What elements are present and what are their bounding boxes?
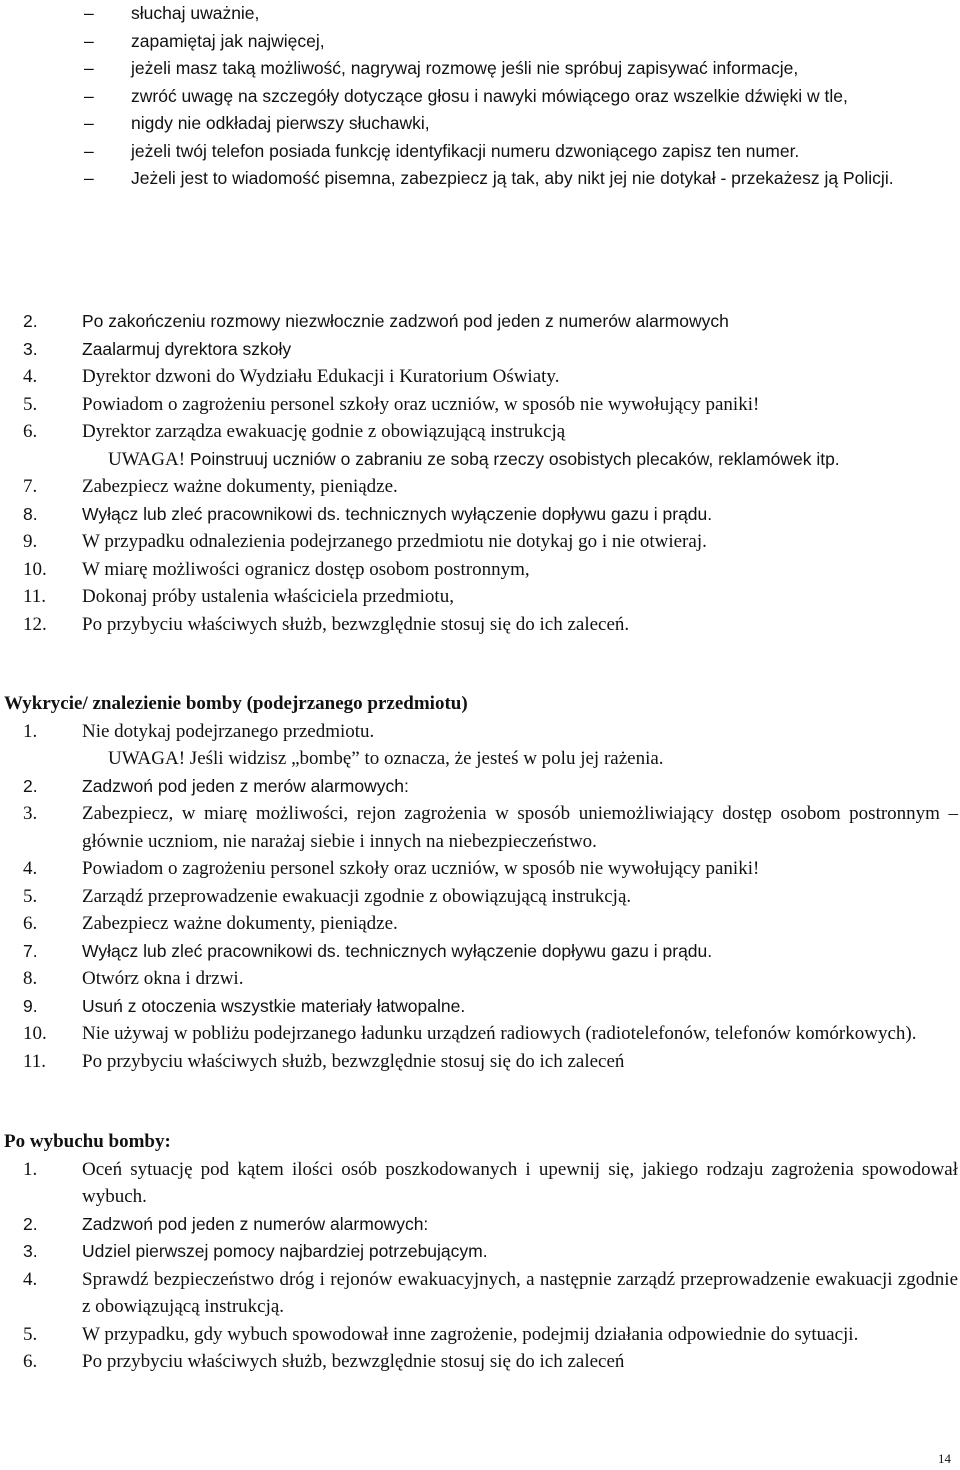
item-number: 5. <box>23 885 38 907</box>
bullet-text: słuchaj uważnie, <box>131 3 260 23</box>
list-item <box>0 336 960 364</box>
warning-note <box>0 446 960 474</box>
item-number: 2. <box>23 1213 38 1234</box>
list-item <box>0 718 960 746</box>
item-number: 7. <box>23 940 38 961</box>
item-text: Wyłącz lub zleć pracownikowi ds. technicznych wyłączenie dopływu gazu i prądu. <box>82 940 713 961</box>
list-item <box>0 556 960 584</box>
item-text: Po przybyciu właściwych służb, bezwzględnie stosuj się do ich zaleceń. <box>82 613 630 635</box>
item-text: W miarę możliwości ogranicz dostęp osobom postronnym, <box>82 558 530 580</box>
list-item <box>0 910 960 938</box>
list-item <box>0 391 960 419</box>
warning-note <box>0 745 960 773</box>
item-text: Otwórz okna i drzwi. <box>82 968 244 989</box>
item-number: 6. <box>23 913 38 934</box>
item-text: Zabezpiecz ważne dokumenty, pieniądze. <box>82 913 398 934</box>
item-number: 10. <box>23 558 47 580</box>
bullet-item <box>0 83 960 111</box>
item-number: 5. <box>23 1323 38 1345</box>
item-number: 2. <box>23 775 38 796</box>
section-heading: Po wybuchu bomby: <box>4 1131 171 1152</box>
list-item <box>0 611 960 639</box>
bullet-text: nigdy nie odkładaj pierwszy słuchawki, <box>131 113 430 133</box>
item-text: Po zakończeniu rozmowy niezwłocznie zadzwoń pod jeden z numerów alarmowych <box>82 311 729 331</box>
item-text: Po przybyciu właściwych służb, bezwzględnie stosuj się do ich zaleceń <box>82 1050 625 1072</box>
bullet-text: jeżeli twój telefon posiada funkcję identyfikacji numeru dzwoniącego zapisz ten numer. <box>131 140 800 161</box>
item-text: Dyrektor zarządza ewakuację godnie z obowiązującą instrukcją <box>82 421 566 442</box>
item-number: 11. <box>23 1050 47 1072</box>
dash-bullet: – <box>84 168 94 188</box>
item-text: W przypadku, gdy wybuch spowodował inne zagrożenie, podejmij działania odpowiednie do sytuacji. <box>82 1323 859 1345</box>
threat-call-steps <box>0 308 960 638</box>
item-number: 5. <box>23 393 38 415</box>
item-number: 8. <box>23 503 38 524</box>
bullet-text: Jeżeli jest to wiadomość pisemna, zabezpiecz ją tak, aby nikt jej nie dotykał - przekażesz ją Policji. <box>131 168 894 188</box>
list-item <box>0 993 960 1021</box>
item-number: 3. <box>23 1241 38 1261</box>
item-text: Po przybyciu właściwych służb, bezwzględnie stosuj się do ich zaleceń <box>82 1351 625 1372</box>
bullet-item <box>0 55 960 83</box>
list-item <box>0 1238 960 1266</box>
list-item <box>0 855 960 883</box>
item-text: Dokonaj próby ustalenia właściciela przedmiotu, <box>82 586 454 607</box>
item-number: 3. <box>23 338 38 359</box>
list-item <box>0 938 960 966</box>
item-text: W przypadku odnalezienia podejrzanego przedmiotu nie dotykaj go i nie otwieraj. <box>82 531 707 552</box>
item-number: 4. <box>23 858 38 879</box>
list-item <box>0 308 960 336</box>
dash-bullet: – <box>84 30 94 51</box>
item-number: 8. <box>23 968 38 989</box>
item-text: Nie używaj w pobliżu podejrzanego ładunku urządzeń radiowych (radiotelefonów, telefonów komórkowych). <box>82 1023 917 1044</box>
item-number: 12. <box>23 613 47 635</box>
bomb-discovery-section <box>0 690 960 1075</box>
list-item <box>0 1321 960 1349</box>
list-item <box>0 1211 960 1239</box>
bullet-text: zwróć uwagę na szczegóły dotyczące głosu i nawyki mówiącego oraz wszelkie dźwięki w tle, <box>131 85 848 106</box>
list-item <box>0 883 960 911</box>
dash-bullet: – <box>84 113 94 133</box>
bullet-item <box>0 165 960 193</box>
instruction-bullet-list <box>0 0 960 193</box>
list-item <box>0 1048 960 1076</box>
item-number: 11. <box>23 586 47 607</box>
item-text: Udziel pierwszej pomocy najbardziej potrzebującym. <box>82 1241 488 1261</box>
list-item <box>0 528 960 556</box>
bullet-text: zapamiętaj jak najwięcej, <box>131 30 325 51</box>
list-item <box>0 965 960 993</box>
item-number: 4. <box>23 366 38 387</box>
warning-label: UWAGA! <box>108 748 186 769</box>
item-text: Zabezpiecz, w miarę możliwości, rejon zagrożenia w sposób uniemożliwiający dostęp osobom postronnym – głównie uczniom, nie narażaj siebie i innych na niebezpieczeństwo. <box>82 803 958 852</box>
list-item <box>0 1020 960 1048</box>
list-item <box>0 473 960 501</box>
list-item <box>0 418 960 446</box>
warning-label: UWAGA! <box>108 448 186 470</box>
item-text: Wyłącz lub zleć pracownikowi ds. technicznych wyłączenie dopływu gazu i prądu. <box>82 503 713 524</box>
bullet-item <box>0 0 960 28</box>
dash-bullet: – <box>84 85 94 106</box>
item-number: 9. <box>23 995 38 1016</box>
list-item <box>0 501 960 529</box>
item-number: 9. <box>23 531 38 552</box>
bullet-text: jeżeli masz taką możliwość, nagrywaj rozmowę jeśli nie spróbuj zapisywać informacje, <box>131 58 799 78</box>
item-text: Sprawdź bezpieczeństwo dróg i rejonów ewakuacyjnych, a następnie zarządź przeprowadzenie ewakuacji zgodnie z obowiązującą instrukcją. <box>82 1268 958 1317</box>
bullet-item <box>0 110 960 138</box>
bullet-item <box>0 28 960 56</box>
item-text: Zaalarmuj dyrektora szkoły <box>82 338 292 359</box>
item-number: 3. <box>23 803 38 824</box>
bullet-item <box>0 138 960 166</box>
list-item <box>0 363 960 391</box>
list-item <box>0 800 960 855</box>
item-text: Nie dotykaj podejrzanego przedmiotu. <box>82 720 375 742</box>
item-number: 4. <box>23 1268 38 1290</box>
list-item <box>0 1348 960 1376</box>
item-number: 7. <box>23 476 38 497</box>
list-item <box>0 583 960 611</box>
dash-bullet: – <box>84 58 94 78</box>
item-text: Usuń z otoczenia wszystkie materiały łatwopalne. <box>82 995 466 1016</box>
list-item <box>0 1266 960 1321</box>
list-item <box>0 1156 960 1211</box>
item-number: 1. <box>23 1158 38 1180</box>
item-text: Powiadom o zagrożeniu personel szkoły oraz uczniów, w sposób nie wywołujący paniki! <box>82 393 760 415</box>
warning-text: Poinstruuj uczniów o zabraniu ze sobą rzeczy osobistych plecaków, reklamówek itp. <box>185 448 840 469</box>
dash-bullet: – <box>84 3 94 23</box>
item-number: 2. <box>23 311 38 331</box>
item-number: 10. <box>23 1023 47 1044</box>
item-text: Zadzwoń pod jeden z merów alarmowych: <box>82 775 409 796</box>
warning-text: Jeśli widzisz „bombę” to oznacza, że jesteś w polu jej rażenia. <box>185 748 664 769</box>
after-explosion-section <box>0 1128 960 1376</box>
item-text: Zarządź przeprowadzenie ewakuacji zgodnie z obowiązującą instrukcją. <box>82 885 632 907</box>
section-heading: Wykrycie/ znalezienie bomby (podejrzanego przedmiotu) <box>4 693 468 714</box>
list-item <box>0 773 960 801</box>
item-number: 6. <box>23 421 38 442</box>
item-text: Oceń sytuację pod kątem ilości osób poszkodowanych i upewnij się, jakiego rodzaju zagrożenia spowodował wybuch. <box>82 1158 958 1207</box>
dash-bullet: – <box>84 140 94 161</box>
item-text: Zabezpiecz ważne dokumenty, pieniądze. <box>82 476 398 497</box>
item-text: Dyrektor dzwoni do Wydziału Edukacji i Kuratorium Oświaty. <box>82 366 560 387</box>
page-number: 14 <box>938 1451 951 1466</box>
item-text: Zadzwoń pod jeden z numerów alarmowych: <box>82 1213 429 1234</box>
item-number: 1. <box>23 720 38 742</box>
item-text: Powiadom o zagrożeniu personel szkoły oraz uczniów, w sposób nie wywołujący paniki! <box>82 858 760 879</box>
item-number: 6. <box>23 1351 38 1372</box>
